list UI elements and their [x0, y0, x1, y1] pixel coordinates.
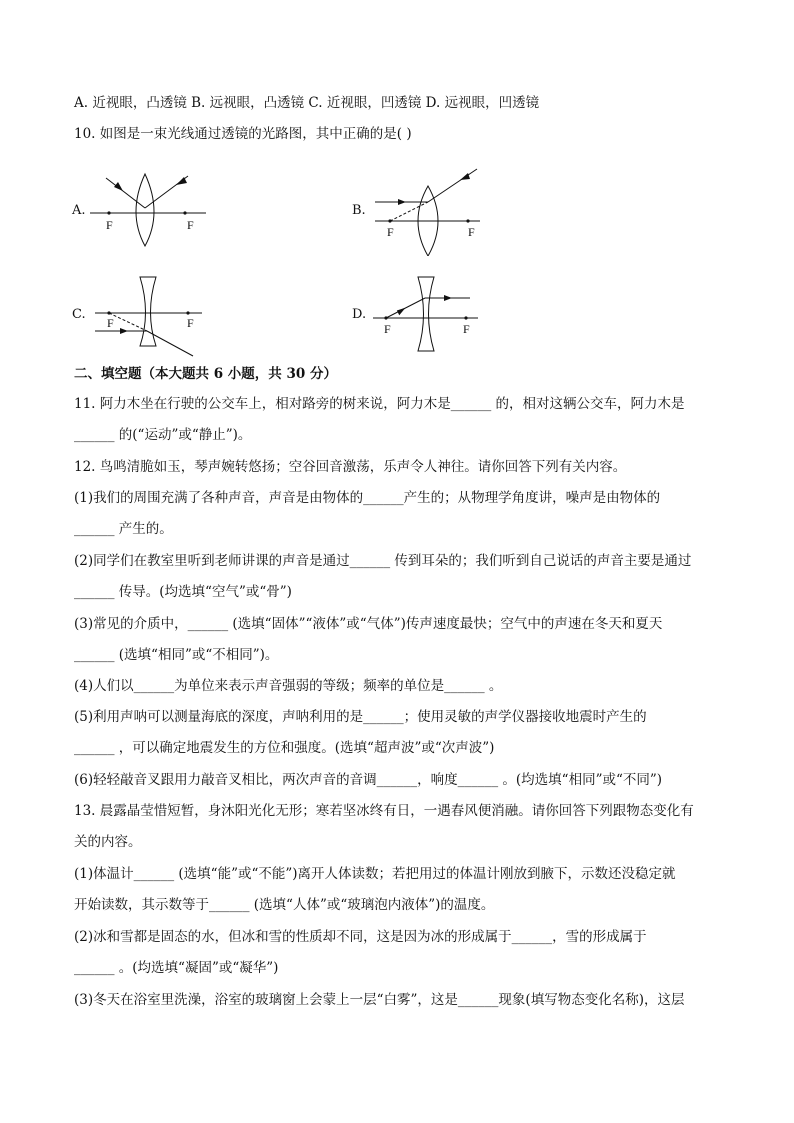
- text-line-l0: A. 近视眼，凸透镜 B. 远视眼，凸透镜 C. 近视眼，凹透镜 D. 远视眼，凹透镜: [74, 95, 540, 111]
- option-d-label: D.: [352, 307, 367, 322]
- text-line-l3: 11. 阿力木坐在行驶的公交车上，相对路旁的树来说，阿力木是______ 的，相对这辆公交车，阿力木是: [74, 396, 685, 412]
- text-line-l9: ______ 传导。(均选填“空气”或“骨”): [74, 584, 292, 600]
- text-line-l5: 12. 鸟鸣清脆如玉，琴声婉转悠扬；空谷回音激荡，乐声令人神往。请你回答下列有关内容。: [74, 459, 627, 475]
- text-line-l2: 二、填空题（本大题共 6 小题，共 30 分）: [74, 366, 337, 382]
- text-line-l4: ______ 的(“运动”或“静止”)。: [74, 427, 252, 443]
- figure-d-focus-left: F: [384, 322, 391, 336]
- figure-b-convex-lens: [370, 166, 490, 260]
- figure-d-focus-right: F: [463, 322, 470, 336]
- text-line-l8: (2)同学们在教室里听到老师讲课的声音是通过______ 传到耳朵的；我们听到自己说话的声音主要是通过: [74, 553, 692, 569]
- figure-a-focus-right: F: [187, 218, 194, 232]
- figure-c-concave-lens: [90, 270, 205, 366]
- text-line-l16: 13. 晨露晶莹惜短暂，身沐阳光化无形；寒若坚冰终有日，一遇春风便消融。请你回答下列跟物态变化有: [74, 803, 694, 819]
- text-line-l6: (1)我们的周围充满了各种声音，声音是由物体的______产生的；从物理学角度讲，噪声是由物体的: [74, 490, 661, 506]
- figure-c-focus-right: F: [187, 316, 194, 330]
- text-line-l11: ______ (选填“相同”或“不相同”)。: [74, 647, 279, 663]
- text-line-l14: ______ ，可以确定地震发生的方位和强度。(选填“超声波”或“次声波”): [74, 740, 495, 756]
- option-b-label: B.: [352, 203, 366, 218]
- text-line-l20: (2)冰和雪都是固态的水，但冰和雪的性质却不同，这是因为冰的形成属于______，雪的形成属于: [74, 929, 647, 945]
- text-line-l1: 10. 如图是一束光线通过透镜的光路图，其中正确的是( ): [74, 126, 412, 142]
- text-line-l21: ______ 。(均选填“凝固”或“凝华”): [74, 960, 279, 976]
- text-line-l19: 开始读数，其示数等于______ (选填“人体”或“玻璃泡内液体”)的温度。: [74, 897, 495, 913]
- text-line-l22: (3)冬天在浴室里洗澡，浴室的玻璃窗上会蒙上一层“白雾”，这是______现象(填写物态变化名称)，这层: [74, 992, 685, 1008]
- option-a-label: A.: [72, 203, 86, 218]
- figure-c-focus-left: F: [107, 316, 114, 330]
- text-line-l10: (3)常见的介质中，______ (选填“固体”“液体”或“气体”)传声速度最快；空气中的声速在冬天和夏天: [74, 616, 663, 632]
- option-c-label: C.: [72, 307, 86, 322]
- figure-a-focus-left: F: [106, 218, 113, 232]
- text-line-l13: (5)利用声呐可以测量海底的深度，声呐利用的是______；使用灵敏的声学仪器接收地震时产生的: [74, 709, 647, 725]
- text-line-l17: 关的内容。: [74, 834, 142, 850]
- figure-b-focus-right: F: [468, 225, 475, 239]
- figure-b-focus-left: F: [387, 225, 394, 239]
- text-line-l18: (1)体温计______ (选填“能”或“不能”)离开人体读数；若把用过的体温计刚放到腋下，示数还没稳定就: [74, 866, 676, 882]
- text-line-l7: ______ 产生的。: [74, 521, 173, 537]
- figure-d-concave-lens: [368, 274, 483, 360]
- text-line-l12: (4)人们以______为单位来表示声音强弱的等级；频率的单位是______ 。: [74, 678, 503, 694]
- text-line-l15: (6)轻轻敲音叉跟用力敲音叉相比，两次声音的音调______，响度______ 。(均选填“相同”或“不同”): [74, 772, 663, 788]
- figure-a-convex-lens: [90, 168, 210, 254]
